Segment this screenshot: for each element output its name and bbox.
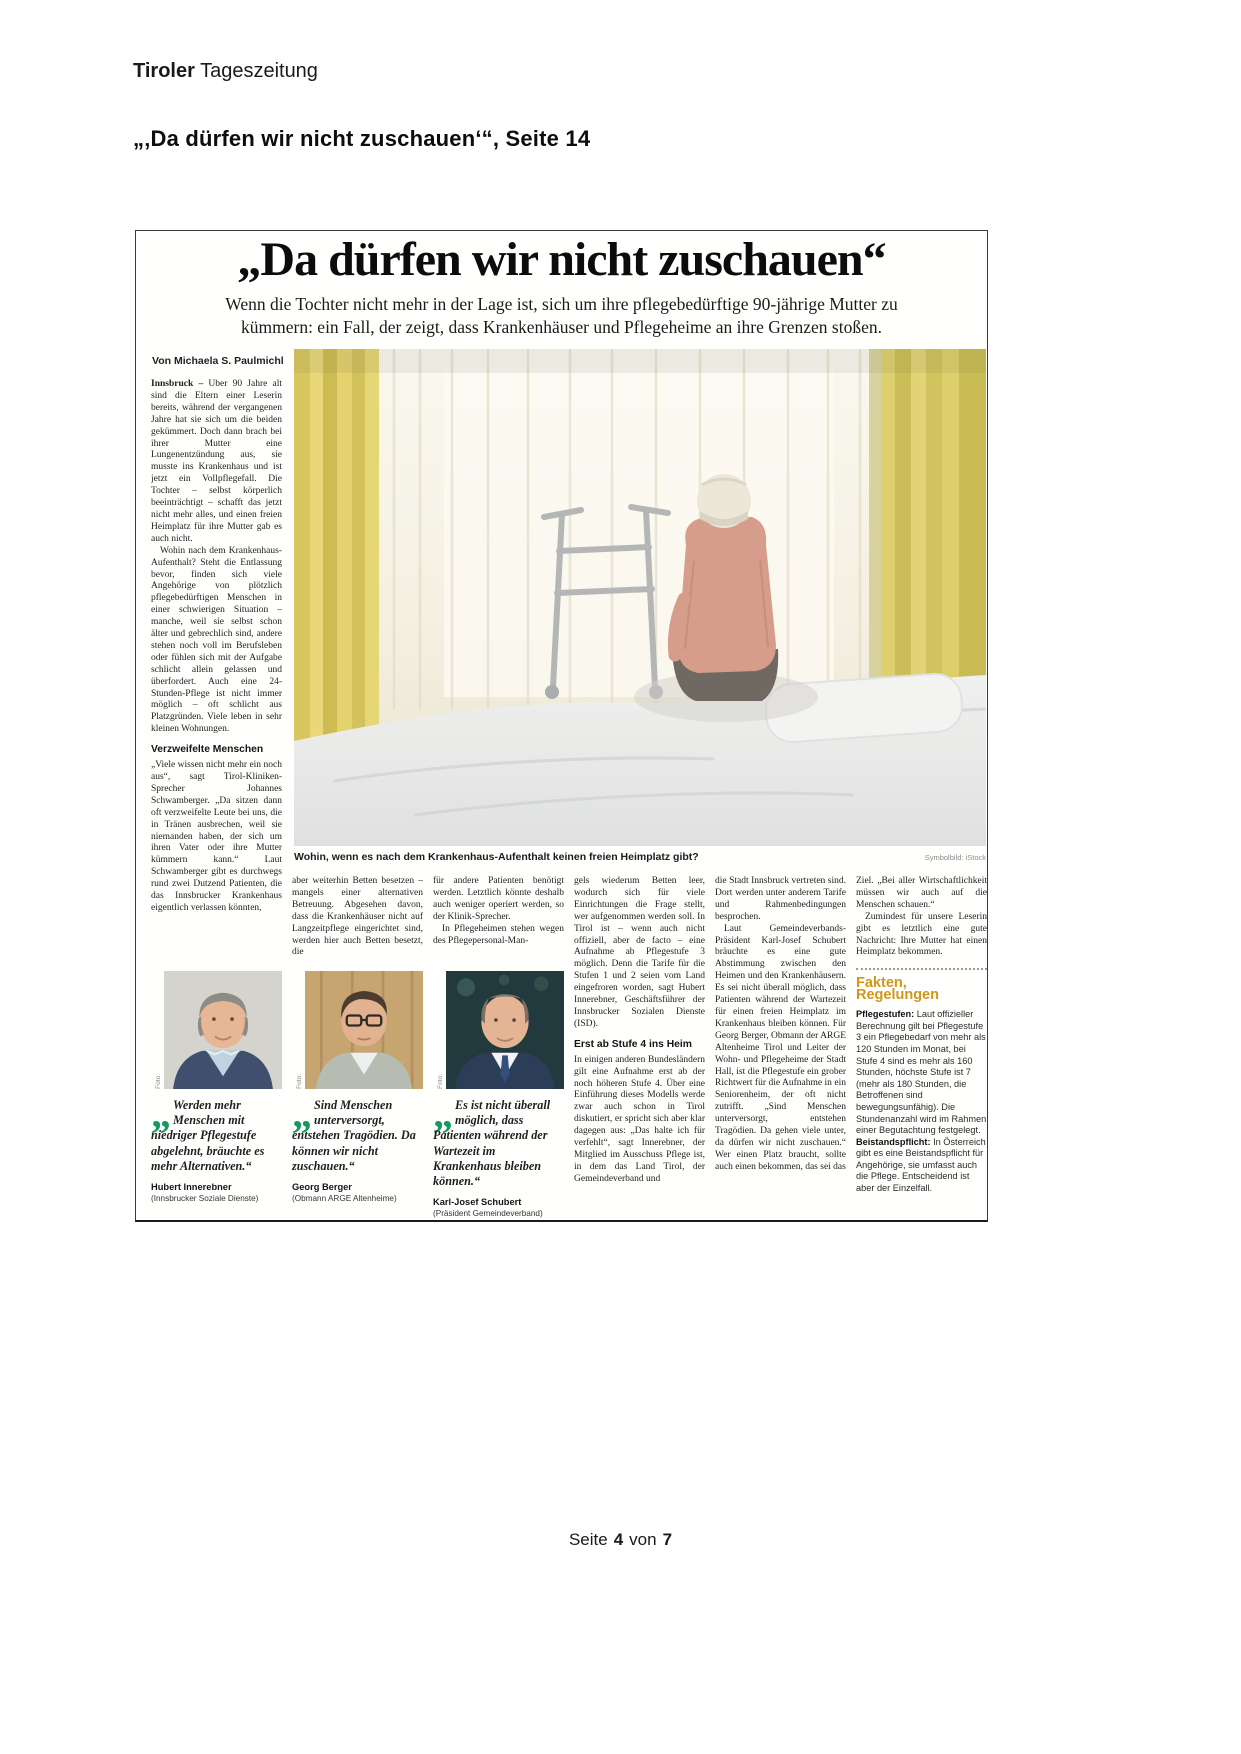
quote-mark-icon: „: [433, 1091, 450, 1136]
factbox-item: Beistandspflicht: In Österreich gibt es eine Beistandspflicht für Angehörige, sie umfasst auch die Pflege. Entscheidend ist aber der Einzelfall.: [856, 1136, 986, 1194]
quote-attribution: Karl-Josef Schubert (Präsident Gemeindeverband): [433, 1197, 564, 1219]
article-photo: [294, 349, 986, 846]
quote-block-schubert: [433, 971, 564, 1219]
newspaper-clipping: [135, 230, 988, 1222]
article-column-3: [433, 876, 564, 968]
dotted-divider: [856, 968, 987, 970]
pull-quote: „ Es ist nicht überall möglich, dass Patienten während der Wartezeit im Krankenhaus bleiben können.“: [433, 1091, 551, 1189]
brand-bold: Tiroler: [133, 60, 195, 82]
portrait-photo-credit: Foto:: [437, 1074, 444, 1089]
article-headline: „Da dürfen wir nicht zuschauen“: [237, 233, 886, 286]
portrait-schubert-image: [446, 971, 564, 1089]
quote-org: (Präsident Gemeindeverband): [433, 1209, 543, 1219]
paragraph: Wohin nach dem Krankenhaus-Aufenthalt? Steht die Entlassung bevor, finden sich viele Angehörige von plötzlich pflegebedürftigen Menschen in einer schwierigen Situation – manche, weil sie selbst schon älter und gebrechlich sind, andere stehen noch voll im Berufsleben oder fühlen sich mit der Aufgabe schlicht allein gelassen und überfordert. Auch eine 24-Stunden-Pflege ist nicht immer möglich – oft schlicht aus Platzgründen. Viele leben in sehr kleinen Wohnungen.: [151, 545, 282, 735]
pull-quote: „ Werden mehr Menschen mit niedriger Pflegestufe abgelehnt, bräuchte es mehr Alternativen.“: [151, 1091, 265, 1173]
crosshead: Verzweifelte Menschen: [151, 744, 264, 756]
quote-attribution: Hubert Innerebner (Innsbrucker Soziale Dienste): [151, 1182, 282, 1204]
portrait-schubert: [437, 971, 564, 1089]
paragraph: Zumindest für unsere Leserin gibt es letztlich eine gute Nachricht: Ihre Mutter hat einen Heimplatz bekommen.: [856, 911, 987, 958]
article-byline: Von Michaela S. Paulmichl: [152, 355, 284, 367]
newspaper-brand: [133, 60, 318, 83]
paragraph: Innsbruck – Über 90 Jahre alt sind die Eltern einer Leserin bereits, während der vergangenen Jahre hat sie sich um die beiden gekümmert. Doch dann brach bei ihrer Mutter eine Lungenentzündung aus, sie musste ins Krankenhaus und ist jetzt ein Vollpflegefall. Die Tochter – selbst körperlich beeinträchtigt – schafft das jetzt nicht mehr alles, und einen freien Heimplatz für ihre Mutter gab es auch nicht.: [151, 379, 282, 544]
portrait-innerebner: [155, 971, 282, 1089]
clipping-title: „‚Da dürfen wir nicht zuschauen‘“, Seite 14: [133, 126, 591, 151]
paragraph: In Pflegeheimen stehen wegen des Pflegepersonal-Man-: [433, 923, 564, 946]
photo-caption-row: [294, 851, 986, 863]
paragraph: Laut Gemeindeverbands-Präsident Karl-Josef Schubert bräuchte es eine gute Abstimmung zwischen den Heimen und den Krankenhäusern. Es sei nicht überall möglich, dass Patienten während der Wartezeit für einen freien Heimplatz im Krankenhaus bleiben können. Für Georg Berger, Obmann der ARGE Altenheime Tirol und Leiter der Wohn- und Pflegeheime der Stadt Hall, ist die Pflegestufe ein grober Richtwert für die Aufnahme in ein Seniorenheim, der oft nicht zutrifft. „Sind Menschen unterversorgt, entstehen Tragödien. Da gehen viele unter, da dürfen wir nicht zuschauen.“ Wer einen Platz braucht, sollte auch einen bekommen, das sei das: [715, 923, 846, 1172]
crosshead: Erst ab Stufe 4 ins Heim: [574, 1038, 692, 1050]
quote-org: (Innsbrucker Soziale Dienste): [151, 1194, 259, 1204]
portrait-berger-image: [305, 971, 423, 1089]
portrait-berger: [296, 971, 423, 1089]
article-column-1: [151, 379, 282, 967]
hospital-room-photo: [294, 349, 986, 846]
brand-rest: Tageszeitung: [194, 60, 318, 82]
quote-attribution: Georg Berger (Obmann ARGE Altenheime): [292, 1182, 423, 1204]
factbox-item: Pflegestufen: Laut offizieller Berechnung gilt bei Pflegestufe 3 ein Pflegebedarf von mehr als 120 Stunden im Monat, bei Stufe 4 sind es mehr als 160 Stunden, höchste Stufe ist 7 (mehr als 180 Stunden, die Betroffenen sind bewegungsunfähig). Die Stundenanzahl wird im Rahmen einer Begutachtung festgelegt.: [856, 1009, 987, 1136]
quote-block-innerebner: [151, 971, 282, 1204]
dateline: Innsbruck –: [151, 379, 204, 389]
quote-mark-icon: „: [151, 1091, 168, 1136]
paragraph: In einigen anderen Bundesländern gilt eine Aufnahme erst ab der noch höheren Stufe 4. Über eine Einführung dieses Modells werde zwar auch schon in Tirol diskutiert, er spricht sich aber klar dagegen aus: „Das halte ich für verfehlt“, sagt Innerebner, der Mitglied im Ausschuss Pflege ist, in dem das Land Tirol, der Gemeindeverband und: [574, 1054, 705, 1184]
paragraph: für andere Patienten benötigt werden. Letztlich könnte deshalb auch weniger operiert werden, so der Klinik-Sprecher.: [433, 876, 564, 922]
page-total: 7: [662, 1530, 673, 1549]
portrait-photo-credit: Foto:: [296, 1074, 303, 1089]
article-column-6: [856, 876, 987, 1221]
paragraph: Ziel. „Bei aller Wirtschaftlichkeit müssen wir auch auf die Menschen schauen.“: [856, 876, 987, 910]
factbox-title: Fakten, Regelungen: [856, 975, 939, 1004]
page-footer: Seite 4 von 7: [568, 1530, 673, 1549]
paragraph: die Stadt Innsbruck vertreten sind. Dort werden unter anderem Tarife und Rahmenbedingungen besprochen.: [715, 876, 846, 922]
paragraph: gels wiederum Betten leer, wodurch sich für viele Einrichtungen die Frage stellt, wer aufgenommen werden soll. In Tirol ist – wenn auch nicht offiziell, aber de facto – eine Aufnahme ab Pflegestufe 3 möglich. Denn die Tarife für die Stufen 1 und 2 seien vom Land eingefroren worden, sagt Hubert Innerebner, Geschäftsführer der Innsbrucker Sozialen Dienste (ISD).: [574, 876, 705, 1029]
article-column-5: [715, 876, 846, 1218]
quote-block-berger: [292, 971, 423, 1204]
article-subhead: Wenn die Tochter nicht mehr in der Lage ist, sich um ihre pflegebedürftige 90-jährige Mutter zu kümmern: ein Fall, der zeigt, dass Krankenhäuser und Pflegeheime an ihre Grenzen stoßen.: [225, 294, 898, 337]
quote-mark-icon: „: [292, 1091, 309, 1136]
page-number: 4: [613, 1530, 624, 1549]
photo-credit: Symbolbild: iStock: [924, 853, 986, 862]
paragraph: „Viele wissen nicht mehr ein noch aus“, sagt Tirol-Kliniken-Sprecher Johannes Schwamberger. „Da sitzen dann oft verzweifelte Leute bei uns, die in Tränen ausbrechen, weil sie niemanden haben, der sich um ihren Vater oder ihre Mutter kümmern kann.“ Laut Schwamberger gibt es durchwegs rund zwei Dutzend Patienten, die das Innsbrucker Krankenhaus eigentlich verlassen könnten,: [151, 760, 282, 913]
portrait-innerebner-image: [164, 971, 282, 1089]
pull-quote: „ Sind Menschen unterversorgt, entstehen Tragödien. Da können wir nicht zuschauen.“: [292, 1091, 416, 1173]
photo-caption: Wohin, wenn es nach dem Krankenhaus-Aufenthalt keinen freien Heimplatz gibt?: [294, 851, 699, 863]
quote-org: (Obmann ARGE Altenheime): [292, 1194, 397, 1204]
portrait-photo-credit: Foto:: [155, 1074, 162, 1089]
article-column-2: [292, 876, 423, 968]
article-column-4: [574, 876, 705, 1218]
paragraph: aber weiterhin Betten besetzen – mangels einer alternativen Betreuung. Abgesehen davon, dass die Krankenhäuser nicht auf Langzeitpflege eingerichtet sind, werden hier auch Betten besetzt, die: [292, 876, 423, 958]
